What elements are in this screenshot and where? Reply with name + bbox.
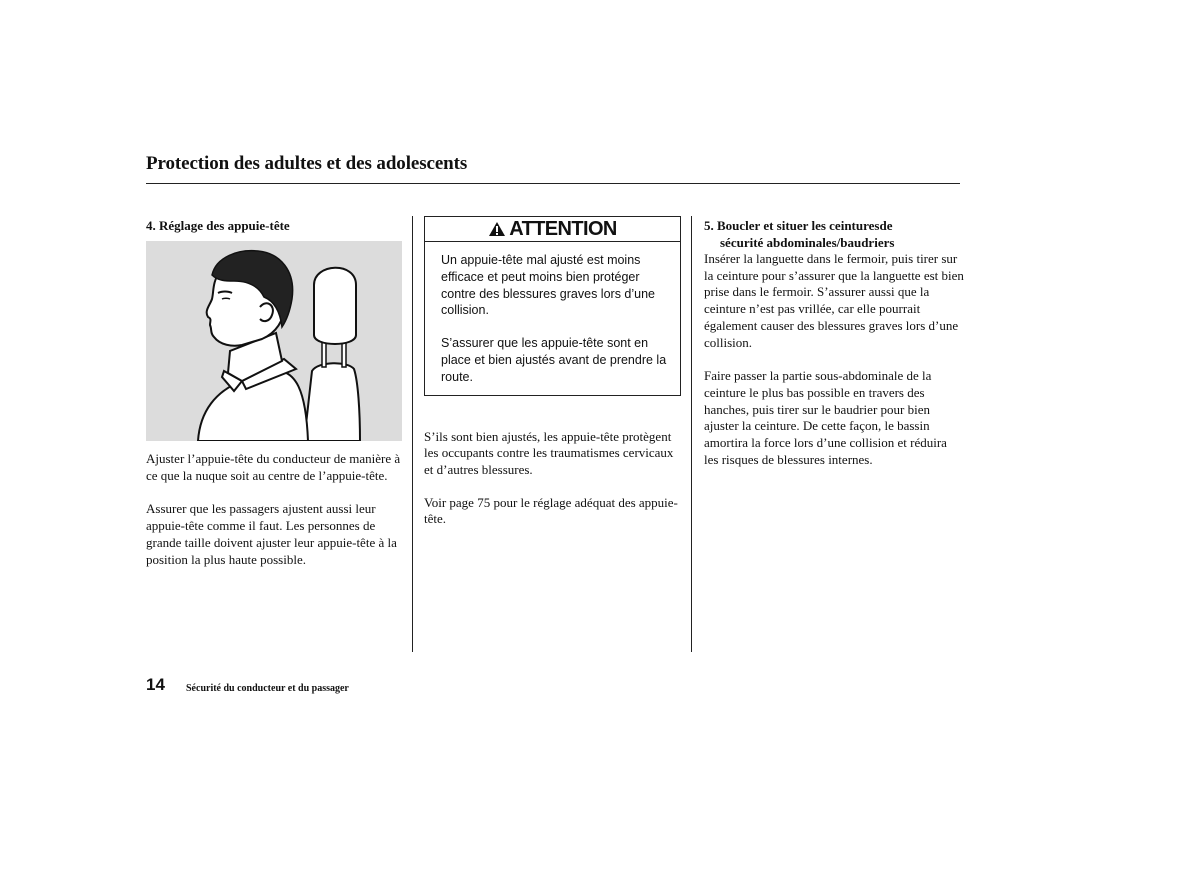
footer-section-title: Sécurité du conducteur et du passager: [186, 683, 349, 694]
warning-paragraph: Un appuie-tête mal ajusté est moins efficace et peut moins bien protéger contre des blessures graves lors d’une collision.: [441, 253, 656, 318]
paragraph: Assurer que les passagers ajustent aussi leur appuie-tête comme il faut. Les personnes de grande taille doivent ajuster leur appuie-tête à la position la plus haute possible.: [146, 501, 397, 567]
page-number: 14: [146, 675, 165, 694]
warning-box: [424, 216, 681, 396]
paragraph: S’ils sont bien ajustés, les appuie-tête protègent les occupants contre les traumatismes cervicaux et d’autres blessures.: [424, 428, 674, 477]
paragraph: Faire passer la partie sous-abdominale de la ceinture le plus bas possible en travers des hanches, puis tirer sur le baudrier pour bien ajuster la ceinture. De cette façon, le bassin amortira la force lors d’une collision et réduira les risques de blessures internes.: [704, 368, 947, 467]
section-heading-headrest: 4. Réglage des appuie-tête: [146, 218, 290, 233]
section-heading-seatbelt: 5. Boucler et situer les ceinturesde: [704, 218, 893, 233]
section-heading-seatbelt-continued: sécurité abdominales/baudriers: [720, 235, 895, 250]
warning-triangle-icon: [488, 221, 506, 237]
warning-body: [425, 242, 680, 395]
paragraph: Voir page 75 pour le réglage adéquat des appuie-tête.: [424, 494, 678, 527]
warning-header: [425, 217, 680, 242]
headrest-illustration: [146, 241, 402, 441]
driver-profile-image: [146, 241, 402, 441]
column-divider-left: [412, 216, 413, 652]
column-headrest: [146, 217, 404, 568]
title-divider: [146, 183, 960, 184]
page-title: Protection des adultes et des adolescents: [146, 153, 468, 174]
warning-title: ATTENTION: [509, 217, 617, 240]
paragraph: Insérer la languette dans le fermoir, puis tirer sur la ceinture pour s’assurer que la languette est bien prise dans le fermoir. S’assurer aussi que la ceinture n’est pas vrillée, car elle pourrait également causer des blessures graves lors d’une collision.: [704, 251, 964, 350]
column-seatbelt: [704, 217, 964, 468]
column-warning: [424, 216, 682, 528]
column-divider-right: [691, 216, 692, 652]
warning-paragraph: S’assurer que les appuie-tête sont en place et bien ajustés avant de prendre la route.: [441, 336, 667, 384]
paragraph: Ajuster l’appuie-tête du conducteur de manière à ce que la nuque soit au centre de l’appuie-tête.: [146, 451, 401, 483]
